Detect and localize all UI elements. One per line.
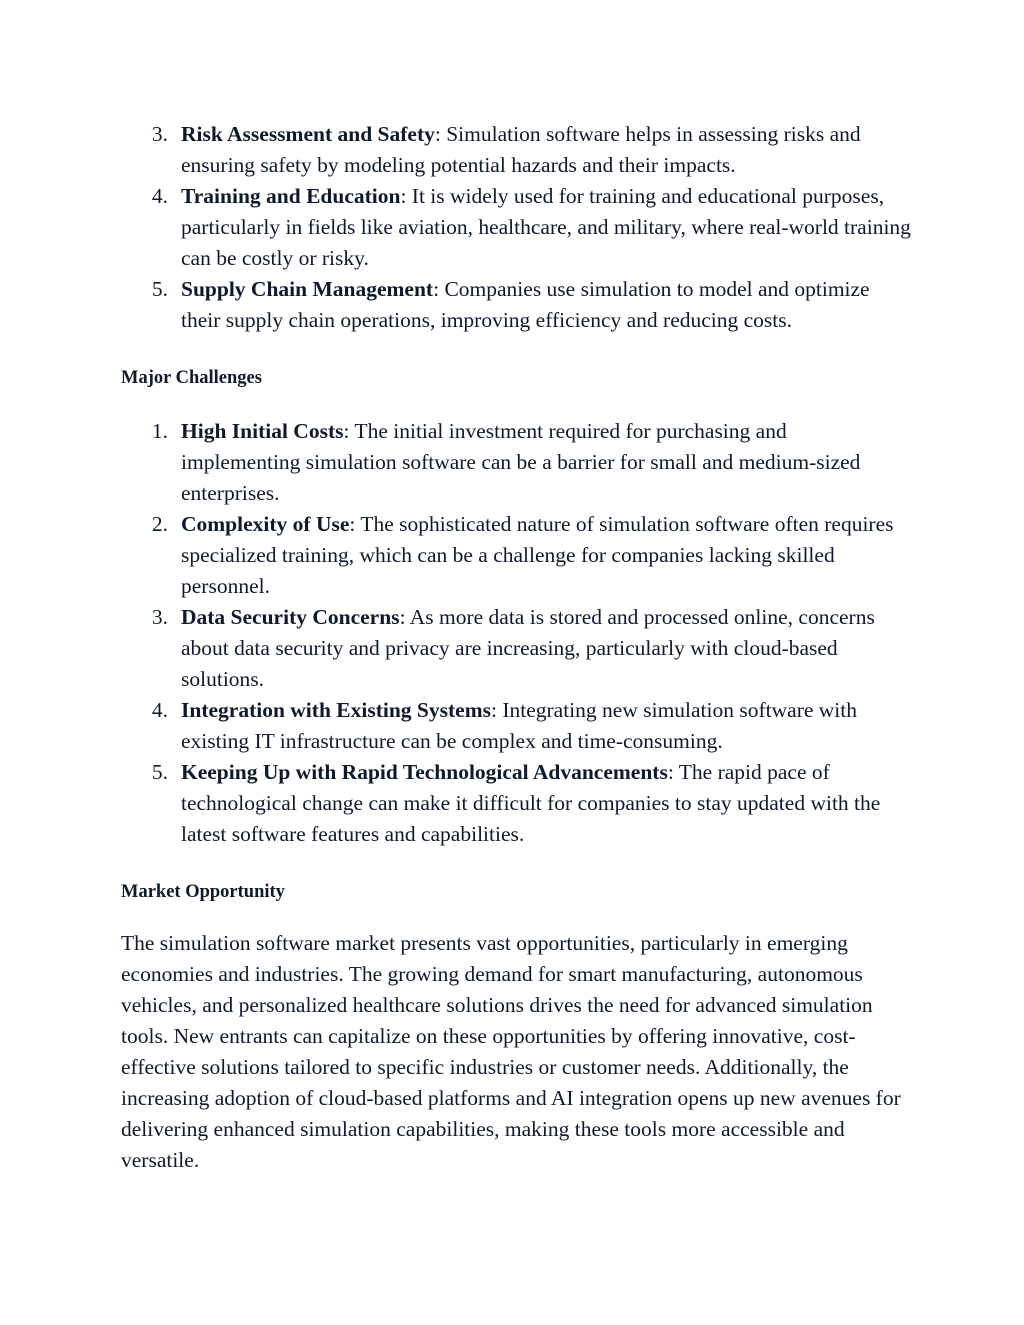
list-item [121, 416, 911, 509]
list-number: 4. [151, 184, 168, 208]
list-number: 3. [151, 122, 168, 146]
list-term: Supply Chain Management [181, 277, 434, 301]
list-item [121, 509, 911, 602]
list-term: High Initial Costs [181, 419, 344, 443]
list-number: 5. [151, 760, 168, 784]
list-term: Training and Education [181, 184, 401, 208]
uses-list [121, 119, 911, 336]
list-number: 3. [151, 605, 168, 629]
document-content [121, 119, 911, 1176]
challenges-list [121, 416, 911, 850]
list-text: : Companies use simulation to model and optimize their supply chain operations, improving efficiency and reducing costs. [181, 277, 870, 332]
list-text: : The sophisticated nature of simulation software often requires specialized training, which can be a challenge for companies lacking skilled personnel. [181, 512, 894, 598]
list-number: 5. [151, 277, 168, 301]
list-text: : It is widely used for training and educational purposes, particularly in fields like aviation, healthcare, and military, where real-world training can be costly or risky. [181, 184, 911, 270]
list-term: Risk Assessment and Safety [181, 122, 435, 146]
list-number: 2. [151, 512, 168, 536]
list-text: : The initial investment required for purchasing and implementing simulation software can be a barrier for small and medium-sized enterprises. [181, 419, 861, 505]
list-term: Data Security Concerns [181, 605, 400, 629]
list-item [121, 119, 911, 181]
list-text: : As more data is stored and processed online, concerns about data security and privacy are increasing, particularly with cloud-based solutions. [181, 605, 875, 691]
list-number: 4. [151, 698, 168, 722]
list-text: : Simulation software helps in assessing risks and ensuring safety by modeling potential hazards and their impacts. [181, 122, 861, 177]
list-text: : Integrating new simulation software with existing IT infrastructure can be complex and time-consuming. [181, 698, 857, 753]
market-opportunity-paragraph: The simulation software market presents vast opportunities, particularly in emerging economies and industries. The growing demand for smart manufacturing, autonomous vehicles, and personalized healthcare solutions drives the need for advanced simulation tools. New entrants can capitalize on these opportunities by offering innovative, cost-effective solutions tailored to specific industries or customer needs. Additionally, the increasing adoption of cloud-based platforms and AI integration opens up new avenues for delivering enhanced simulation capabilities, making these tools more accessible and versatile. [121, 931, 901, 1172]
list-item [121, 757, 911, 850]
list-term: Complexity of Use [181, 512, 350, 536]
list-number: 1. [151, 419, 168, 443]
major-challenges-heading: Major Challenges [121, 368, 262, 388]
list-item [121, 695, 911, 757]
list-item [121, 602, 911, 695]
list-term: Integration with Existing Systems [181, 698, 491, 722]
list-term: Keeping Up with Rapid Technological Advancements [181, 760, 668, 784]
list-item [121, 274, 911, 336]
list-text: : The rapid pace of technological change can make it difficult for companies to stay updated with the latest software features and capabilities. [181, 760, 881, 846]
market-opportunity-heading: Market Opportunity [121, 882, 285, 902]
list-item [121, 181, 911, 274]
